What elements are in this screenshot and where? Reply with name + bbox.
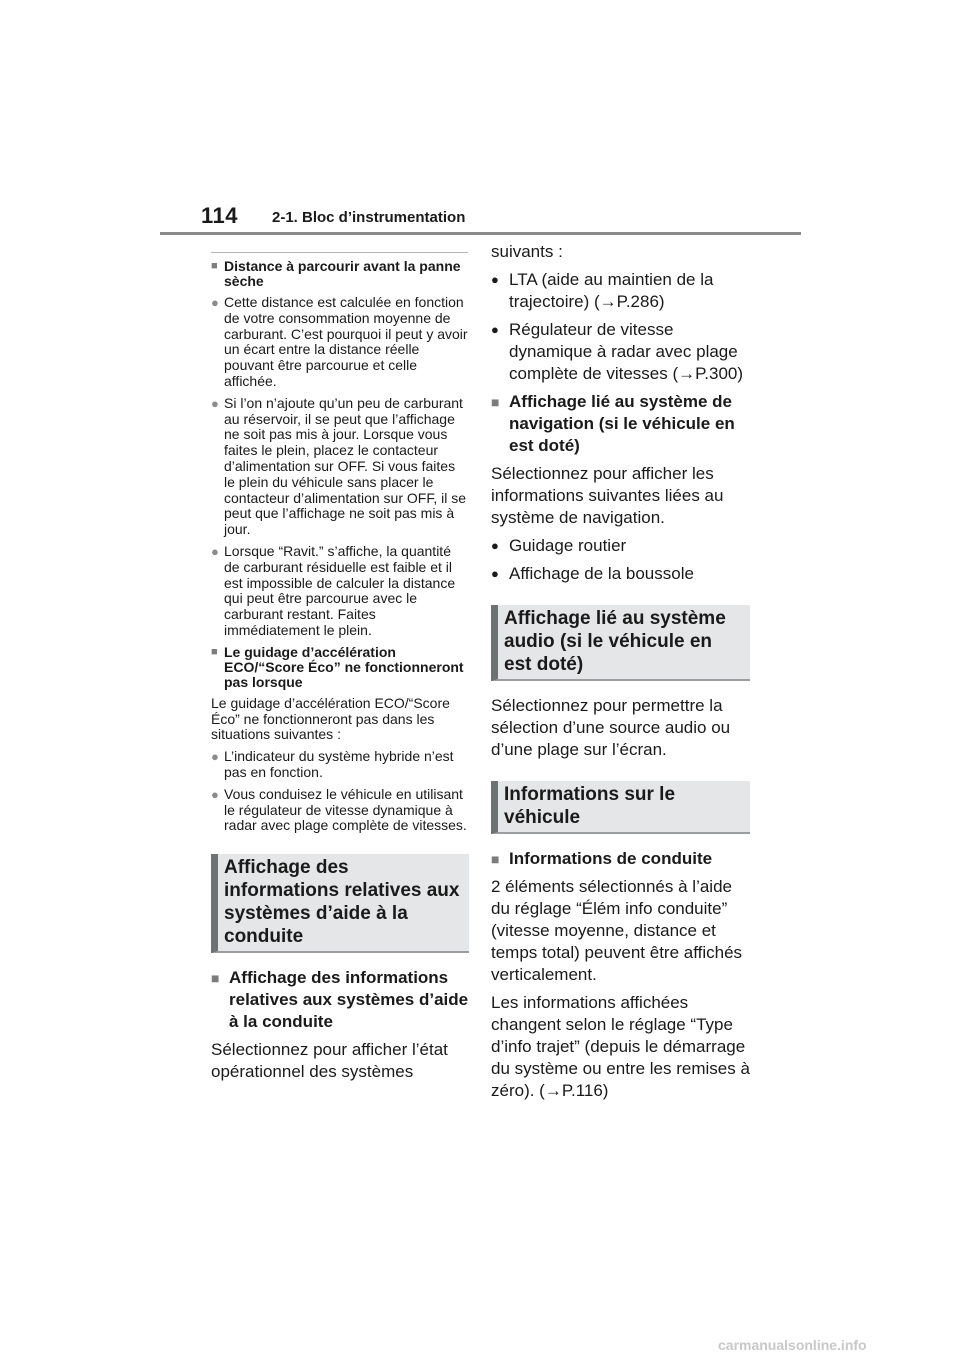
note-heading: ■ Distance à parcourir avant la panne sèche bbox=[211, 258, 461, 289]
circle-bullet-icon: ● bbox=[491, 322, 499, 337]
square-bullet-icon: ■ bbox=[491, 851, 500, 867]
square-bullet-icon: ■ bbox=[491, 394, 500, 410]
list-item: ● Si l’on n’ajoute qu’un peu de carburant au réservoir, il se peut que l’affichage ne soit pas mis à jour. Lorsque vous faites le plein, placez le contacteur d’alimentation sur OFF. Si vous faites le plein du véhicule sans placer le contacteur d’alimentation sur OFF, il se peut que l’affichage ne soit pas mis à jour. bbox=[211, 394, 466, 538]
circle-bullet-icon: ● bbox=[211, 786, 219, 802]
body-text: 2 éléments sélectionnés à l’aide du réglage “Élém info conduite” (vitesse moyenne, distance et temps total) peuvent être affichés verticalement. bbox=[491, 877, 743, 984]
list-item: ● Affichage de la boussole bbox=[491, 564, 694, 583]
page-number: 114 bbox=[201, 203, 238, 228]
circle-bullet-icon: ● bbox=[211, 543, 219, 559]
body-text: Sélectionnez pour afficher l’état opérationnel des systèmes bbox=[211, 1040, 448, 1082]
circle-bullet-icon: ● bbox=[491, 272, 499, 287]
circle-bullet-icon: ● bbox=[211, 749, 219, 765]
square-bullet-icon: ■ bbox=[211, 645, 218, 658]
circle-bullet-icon: ● bbox=[491, 566, 499, 581]
circle-bullet-icon: ● bbox=[491, 538, 499, 553]
body-text: suivants : bbox=[491, 242, 563, 261]
section-box-driving-assist: Affichage des informations relatives aux systèmes d’aide à la conduite bbox=[211, 854, 469, 953]
square-bullet-icon: ■ bbox=[211, 260, 218, 272]
list-item: ● Régulateur de vitesse dynamique à radar avec plage complète de vitesses (→P.300) bbox=[491, 320, 744, 383]
note-heading: ■ Le guidage d’accélération ECO/“Score Éco” ne fonctionneront pas lorsque bbox=[211, 643, 464, 690]
right-column bbox=[491, 241, 750, 1108]
list-item: ● Lorsque “Ravit.” s’affiche, la quantité de carburant résiduelle est faible et il est impossible de calculer la distance qui peut être parcourue avec le carburant restant. Faites immédiatement le plein. bbox=[211, 542, 456, 638]
list-item: ● Vous conduisez le véhicule en utilisant le régulateur de vitesse dynamique à radar avec plage complète de vitesses. bbox=[211, 785, 467, 834]
body-text: Sélectionnez pour afficher les informations suivantes liées au système de navigation. bbox=[491, 464, 724, 527]
list-item: ● Cette distance est calculée en fonction de votre consommation moyenne de carburant. C’est pourquoi il peut y avoir un écart entre la distance réelle pouvant être parcourue et celle affichée. bbox=[211, 294, 468, 389]
section-title: 2-1. Bloc d’instrumentation bbox=[272, 209, 466, 226]
sub-heading: ■ Affichage lié au système de navigation (si le véhicule en est doté) bbox=[491, 392, 735, 455]
circle-bullet-icon: ● bbox=[211, 295, 219, 310]
list-item: ● LTA (aide au maintien de la trajectoire) (→P.286) bbox=[491, 270, 714, 311]
watermark: carmanualsonline.info bbox=[718, 1337, 867, 1353]
column-rule bbox=[211, 252, 468, 253]
circle-bullet-icon: ● bbox=[211, 395, 219, 411]
list-item: ● Guidage routier bbox=[491, 536, 627, 555]
section-box-audio: Affichage lié au système audio (si le véhicule en est doté) bbox=[491, 605, 750, 681]
header-rule bbox=[160, 232, 801, 235]
section-box-vehicle: Informations sur le véhicule bbox=[491, 781, 750, 834]
sub-heading: ■ Affichage des informations relatives aux systèmes d’aide à la conduite bbox=[211, 968, 469, 1032]
left-column bbox=[211, 259, 469, 1089]
body-text: Sélectionnez pour permettre la sélection d’une source audio ou d’une plage sur l’écran. bbox=[491, 696, 731, 759]
square-bullet-icon: ■ bbox=[211, 970, 220, 987]
sub-heading: ■ Informations de conduite bbox=[491, 849, 713, 868]
note-intro: Le guidage d’accélération ECO/“Score Éco” ne fonctionneront pas dans les situations suivantes : bbox=[211, 694, 450, 743]
body-text: Les informations affichées changent selon le réglage “Type d’info trajet” (depuis le démarrage du système ou entre les remises à zéro). (→P.116) bbox=[491, 993, 750, 1100]
list-item: ● L’indicateur du système hybride n’est pas en fonction. bbox=[211, 748, 454, 780]
